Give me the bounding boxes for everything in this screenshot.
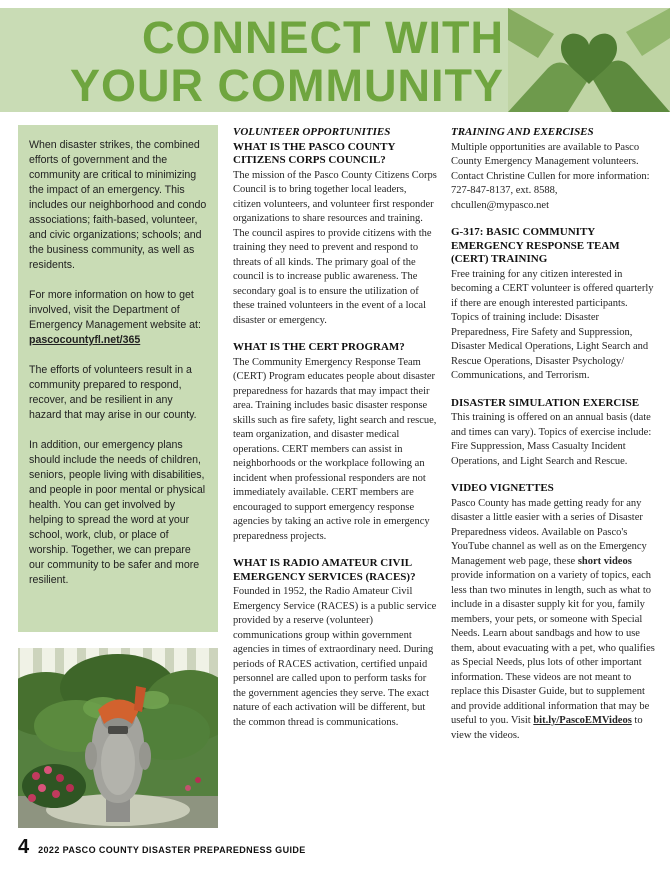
heading-disaster-simulation: DISASTER SIMULATION EXERCISE: [451, 396, 640, 409]
video-vignettes-bold: short videos: [577, 555, 632, 567]
body-g317-cert-training: Free training for any citizen interested in becoming a CERT volunteer is offered quarterly if there are enough interested participants. Topics of training include: Disaster Preparedness, Fire Safety and Suppression, Disaster Medical Operations, Light Search and Rescue Operations, Disaster Psychology/ Communications, and Terrorism.: [451, 268, 654, 381]
title-line-1: CONNECT WITH: [142, 12, 504, 63]
sidebar-paragraph-4: In addition, our emergency plans should include the needs of children, seniors, people living with disabilities, and people in poor mental or physical health. You can get involved by helping to spread the word at your school, work, club, or place of worship. Together, we can prepare our community to be safer and more resilient.: [29, 439, 206, 586]
body-disaster-simulation: This training is offered on an annual basis (date and times can vary). Topics of exercise include: Fire Suppression, Mass Casualty Incident Operations, and Light Search and Rescue.: [451, 412, 652, 467]
heading-cert-program: WHAT IS THE CERT PROGRAM?: [233, 341, 405, 353]
hands-heart-image: [508, 8, 670, 112]
body-races: Founded in 1952, the Radio Amateur Civil Emergency Service (RACES) is a public service provided by a reserve (volunteer) communications group within government agencies in times of extraordinary need. During periods of RACES activation, certified unpaid personnel are called upon to perform tasks for the government agencies they serve. The exact nature of each activation will be different, but the common thread is communications.: [233, 586, 437, 728]
body-video-vignettes: [451, 497, 655, 744]
right-column: [451, 126, 655, 743]
page-title: [0, 14, 504, 110]
manatee-mailbox-photo: [18, 648, 218, 828]
sidebar-paragraph-2-text: For more information on how to get involved, visit the Department of Emergency Management website at:: [29, 289, 201, 331]
body-citizens-corps: The mission of the Pasco County Citizens Corps Council is to bring together local leaders, citizen volunteers, and volunteer first responder organizations to share resources and training. The council aspires to provide citizens with the training they need to prevent and respond to threats of all kinds. The primary goal of the council is to increase public awareness. The secondary goal is to ensure the utilization of these trained volunteers in the event of a local disaster or emergency.: [233, 169, 437, 326]
video-vignettes-text-1: Pasco County has made getting ready for any disaster a little easier with a series of Disaster Preparedness videos. Available on Pasco's YouTube channel as well as on the Emergency Management web page, these: [451, 497, 647, 567]
video-vignettes-text-3: to view the videos.: [451, 715, 643, 741]
heading-races: WHAT IS RADIO AMATEUR CIVIL EMERGENCY SERVICES (RACES)?: [233, 557, 416, 583]
manatee-mailbox-photo-svg: [18, 648, 218, 828]
heading-citizens-corps: WHAT IS THE PASCO COUNTY CITIZENS CORPS COUNCIL?: [233, 140, 395, 166]
page-number: 4: [18, 836, 30, 858]
videos-link[interactable]: bit.ly/PascoEMVideos: [533, 715, 632, 726]
em-website-link[interactable]: pascocountyfl.net/365: [29, 334, 141, 346]
kicker-volunteer-opportunities: VOLUNTEER OPPORTUNITIES: [233, 126, 391, 138]
title-line-2: YOUR COMMUNITY: [70, 60, 504, 111]
body-cert-program: The Community Emergency Response Team (CERT) Program educates people about disaster preparedness for hazards that may impact their area. Training includes basic disaster response skills such as fire safety, light search and rescue, team organization, and disaster medical operations. CERT members can assist in neighborhoods or the workplace following an incident when professional responders are not immediately available. CERT members are encouraged to support emergency response agencies by taking an active role in emergency preparedness projects.: [233, 356, 437, 542]
sidebar-paragraph-2: [29, 288, 207, 348]
page-footer: [18, 836, 306, 859]
heading-g317-cert-training: G-317: BASIC COMMUNITY EMERGENCY RESPONSE TEAM (CERT) TRAINING: [451, 226, 620, 265]
middle-column: [233, 126, 437, 730]
body-training-intro: Multiple opportunities are available to Pasco County Emergency Management volunteers. Contact Christine Cullen for more information: 727-847-8137, ext. 8588, chcullen@mypasco.net: [451, 141, 650, 211]
footer-text: 2022 PASCO COUNTY DISASTER PREPAREDNESS GUIDE: [38, 845, 306, 855]
hands-heart-svg: [508, 8, 670, 112]
sidebar-infobox: [18, 125, 218, 632]
sidebar-paragraph-1: When disaster strikes, the combined efforts of government and the community are critical to minimizing the impact of an emergency. This includes our neighborhood and condo associations; faith-based, volunteer, and civic organizations; schools; and the business community, as well as residents.: [29, 139, 207, 271]
sidebar-paragraph-3: The efforts of volunteers result in a community prepared to respond, recover, and be resilient in any hazard that may arise in our county.: [29, 364, 197, 421]
kicker-training-exercises: TRAINING AND EXERCISES: [451, 126, 594, 138]
heading-video-vignettes: VIDEO VIGNETTES: [451, 482, 554, 494]
video-vignettes-text-2: provide information on a variety of topics, each less than two minutes in length, such as what to include in a disaster supply kit for you, family members, your pets, or someone with Special Needs. Learn about sandbags and how to use them, about evacuating with a pet, who qualifies as Special Needs, plus lots of other important information. These videos are not meant to replace this Disaster Guide, but to supplement and provide additional information that may be useful to you. Visit: [451, 570, 655, 726]
